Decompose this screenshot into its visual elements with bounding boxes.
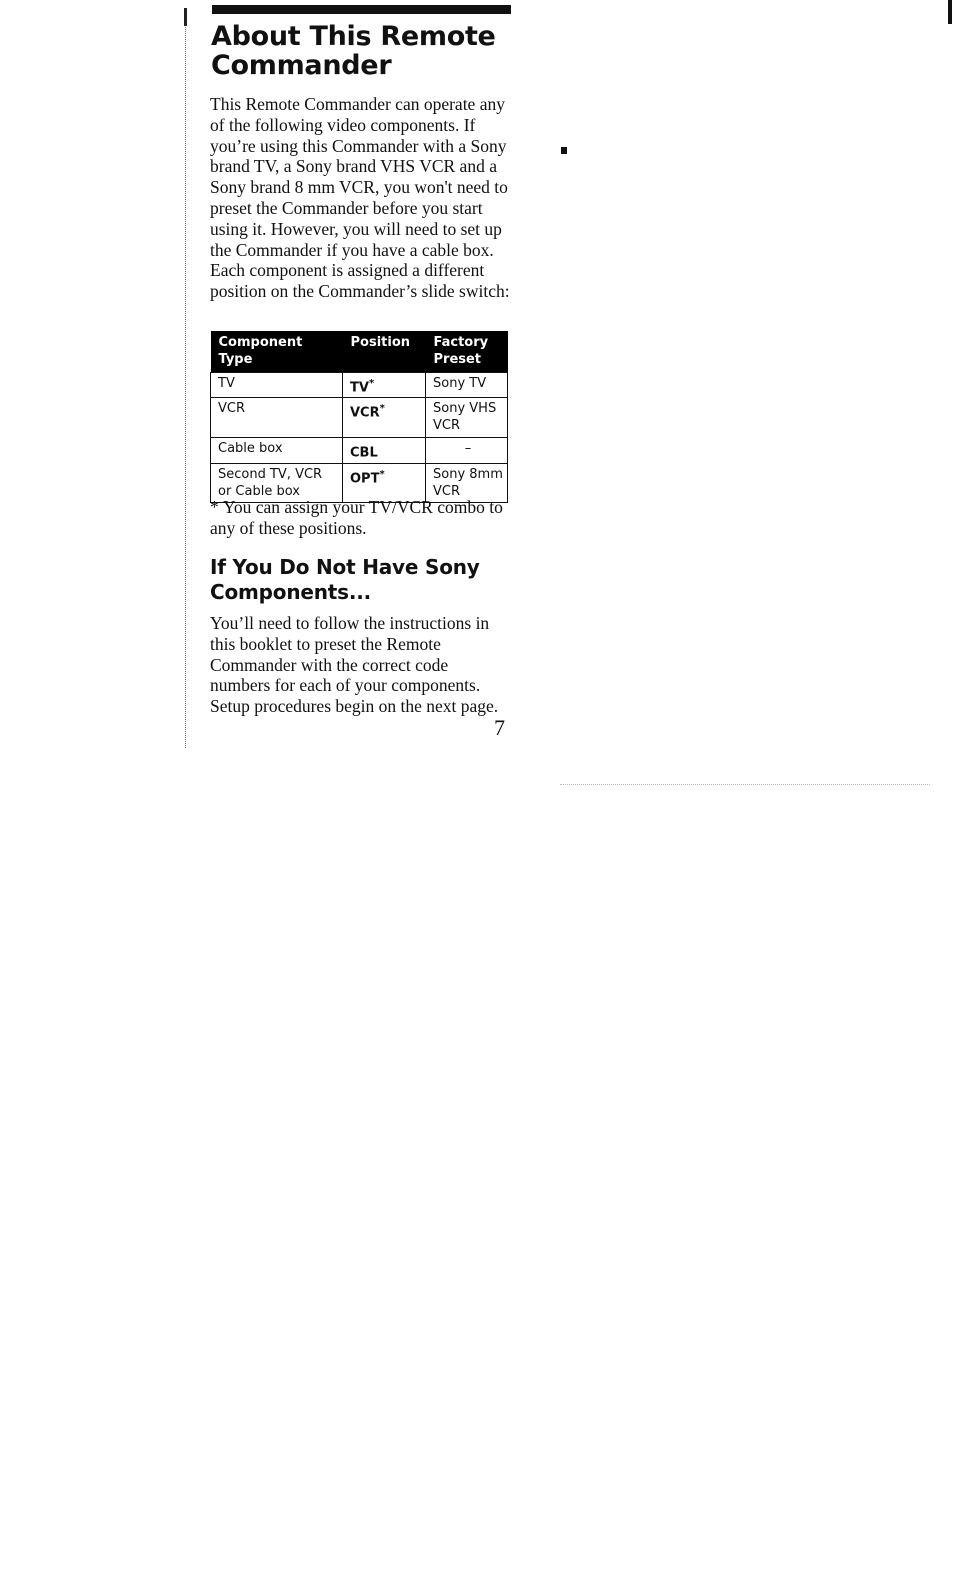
- cell-preset: Sony VHS VCR: [426, 398, 508, 438]
- scan-dotted-line: [560, 784, 930, 785]
- margin-dotted-rule: [185, 8, 187, 748]
- setup-paragraph: You’ll need to follow the instructions in this booklet to preset the Remote Commander with the correct code numbers for each of your components. Setup procedures begin on the next page.: [210, 613, 499, 717]
- cell-position: OPT*: [343, 463, 426, 502]
- cell-preset: Sony TV: [426, 373, 508, 398]
- cell-preset: –: [426, 438, 508, 463]
- footnote-text: You can assign your TV/VCR combo to any of these positions.: [210, 497, 503, 538]
- intro-paragraph: This Remote Commander can operate any of the following video components. If you’re using this Commander with a Sony brand TV, a Sony brand VHS VCR and a Sony brand 8 mm VCR, you won't need to preset the Commander before you start using it. However, you will need to set up the Commander if you have a cable box. Each component is assigned a different position on the Commander’s slide switch:: [210, 94, 510, 302]
- header-position: Position: [343, 331, 426, 373]
- cell-component: VCR: [211, 398, 343, 438]
- table-row: [211, 438, 508, 463]
- section-top-rule: [212, 5, 511, 14]
- cell-position: TV*: [343, 373, 426, 398]
- cell-position: CBL: [343, 438, 426, 463]
- component-table: [210, 331, 508, 503]
- table-row: [211, 373, 508, 398]
- header-factory-preset: Factory Preset: [426, 331, 508, 373]
- header-component-type: Component Type: [211, 331, 343, 373]
- bullet-mark: [561, 147, 567, 154]
- cell-component: Second TV, VCR or Cable box: [211, 463, 343, 502]
- footnote-symbol: *: [210, 497, 219, 517]
- cell-component: TV: [211, 373, 343, 398]
- margin-tick-mark: [184, 8, 187, 26]
- scan-edge-mark: [948, 0, 952, 24]
- cell-component: Cable box: [211, 438, 343, 463]
- table-row: [211, 398, 508, 438]
- page-number: 7: [494, 715, 505, 740]
- page-title: About This Remote Commander: [211, 21, 496, 81]
- cell-preset: Sony 8mm VCR: [426, 463, 508, 502]
- section-subheading: If You Do Not Have Sony Components...: [210, 555, 480, 604]
- table-header-row: [211, 331, 508, 373]
- cell-position: VCR*: [343, 398, 426, 438]
- footnote: [210, 497, 510, 539]
